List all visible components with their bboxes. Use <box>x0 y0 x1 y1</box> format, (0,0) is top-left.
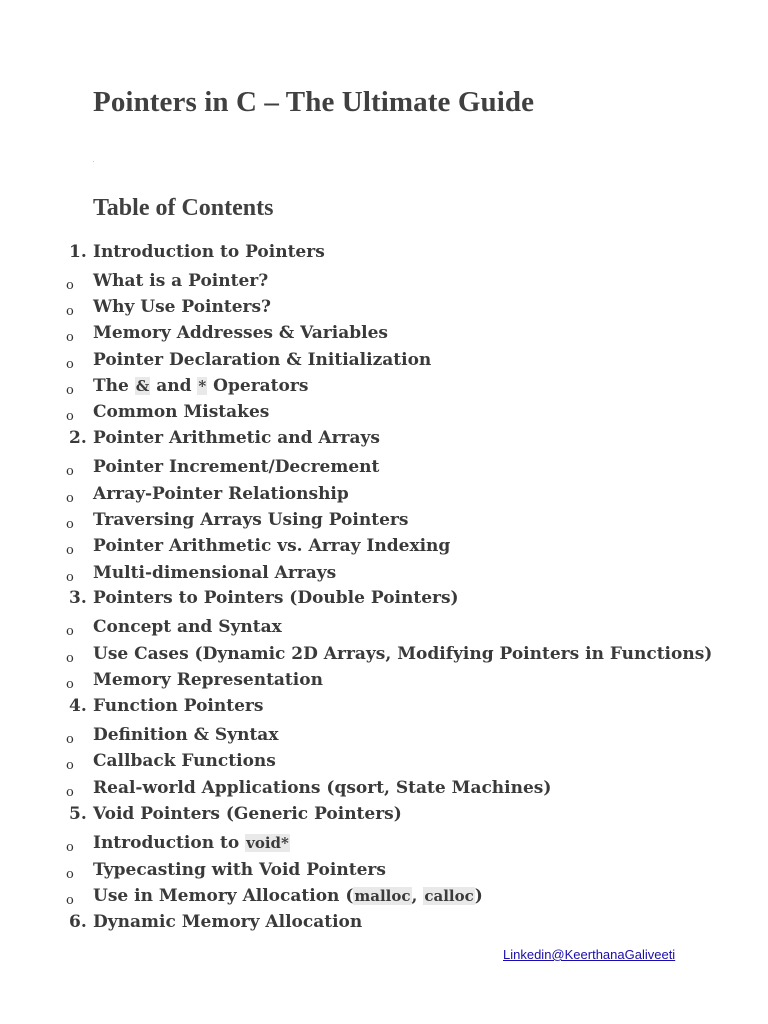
text-fragment: Pointer Increment/Decrement <box>93 457 380 477</box>
bullet-icon: o <box>66 409 74 424</box>
bullet-icon: o <box>66 517 74 532</box>
text-fragment: Traversing Arrays Using Pointers <box>93 510 409 530</box>
section-number: 3. <box>69 588 87 608</box>
subitem-label <box>93 456 379 478</box>
text-fragment: Callback Functions <box>93 751 276 771</box>
text-fragment: Operators <box>207 376 309 396</box>
text-fragment: Why Use Pointers? <box>93 297 272 317</box>
section-number: 4. <box>69 696 87 716</box>
text-fragment: Concept and Syntax <box>93 617 282 637</box>
bullet-icon: o <box>66 651 74 666</box>
text-fragment: Memory Addresses & Variables <box>93 323 388 343</box>
bullet-icon: o <box>66 677 74 692</box>
section-label: Pointers to Pointers (Double Pointers) <box>93 588 459 608</box>
text-fragment: Use in Memory Allocation ( <box>93 886 354 906</box>
stray-dot <box>93 161 94 162</box>
bullet-icon: o <box>66 304 74 319</box>
subitem-label <box>93 859 386 881</box>
bullet-icon: o <box>66 491 74 506</box>
bullet-icon: o <box>66 867 74 882</box>
section-label: Void Pointers (Generic Pointers) <box>93 804 402 824</box>
text-fragment: Array-Pointer Relationship <box>93 484 349 504</box>
section-number: 1. <box>69 242 87 262</box>
subitem-label <box>93 349 431 371</box>
text-fragment: Definition & Syntax <box>93 725 279 745</box>
text-fragment: Memory Representation <box>93 670 323 690</box>
bullet-icon: o <box>66 624 74 639</box>
subitem-label <box>93 777 551 799</box>
text-fragment: Real-world Applications (qsort, State Machines) <box>93 778 552 798</box>
bullet-icon: o <box>66 383 74 398</box>
section-number: 6. <box>69 912 87 932</box>
section-label: Introduction to Pointers <box>93 242 325 262</box>
subitem-label <box>93 322 388 344</box>
subitem-label <box>93 401 269 423</box>
section-number: 2. <box>69 428 87 448</box>
inline-code: & <box>135 377 150 395</box>
inline-code: * <box>198 377 207 395</box>
text-fragment: Use Cases (Dynamic 2D Arrays, Modifying Pointers in Functions) <box>93 644 713 664</box>
toc-heading: Table of Contents <box>93 195 274 221</box>
subitem-label <box>93 270 268 292</box>
bullet-icon: o <box>66 785 74 800</box>
page-title: Pointers in C – The Ultimate Guide <box>93 86 535 118</box>
text-fragment: Typecasting with Void Pointers <box>93 860 386 880</box>
bullet-icon: o <box>66 840 74 855</box>
subitem-label <box>93 885 483 907</box>
text-fragment: Multi-dimensional Arrays <box>93 563 337 583</box>
subitem-label <box>93 724 278 746</box>
inline-code: void* <box>246 834 289 852</box>
section-number: 5. <box>69 804 87 824</box>
text-fragment: , <box>411 886 424 906</box>
subitem-label <box>93 643 712 665</box>
section-label: Function Pointers <box>93 696 264 716</box>
subitem-label <box>93 296 271 318</box>
bullet-icon: o <box>66 732 74 747</box>
bullet-icon: o <box>66 330 74 345</box>
bullet-icon: o <box>66 543 74 558</box>
text-fragment: Common Mistakes <box>93 402 270 422</box>
bullet-icon: o <box>66 570 74 585</box>
inline-code: malloc <box>354 887 411 905</box>
subitem-label <box>93 375 308 397</box>
subitem-label <box>93 535 450 557</box>
text-fragment: The <box>93 376 135 396</box>
subitem-label <box>93 483 349 505</box>
text-fragment: Pointer Declaration & Initialization <box>93 350 432 370</box>
subitem-label <box>93 750 276 772</box>
linkedin-link[interactable]: Linkedin@KeerthanaGaliveeti <box>503 947 676 962</box>
subitem-label <box>93 669 323 691</box>
inline-code: calloc <box>424 887 474 905</box>
bullet-icon: o <box>66 758 74 773</box>
text-fragment: What is a Pointer? <box>93 271 269 291</box>
subitem-label <box>93 616 282 638</box>
subitem-label <box>93 562 336 584</box>
text-fragment: and <box>150 376 198 396</box>
bullet-icon: o <box>66 464 74 479</box>
bullet-icon: o <box>66 278 74 293</box>
text-fragment: Pointer Arithmetic vs. Array Indexing <box>93 536 451 556</box>
text-fragment: Introduction to <box>93 833 246 853</box>
subitem-label <box>93 509 408 531</box>
text-fragment: ) <box>474 886 483 906</box>
section-label: Dynamic Memory Allocation <box>93 912 363 932</box>
subitem-label <box>93 832 290 854</box>
bullet-icon: o <box>66 357 74 372</box>
bullet-icon: o <box>66 893 74 908</box>
section-label: Pointer Arithmetic and Arrays <box>93 428 380 448</box>
